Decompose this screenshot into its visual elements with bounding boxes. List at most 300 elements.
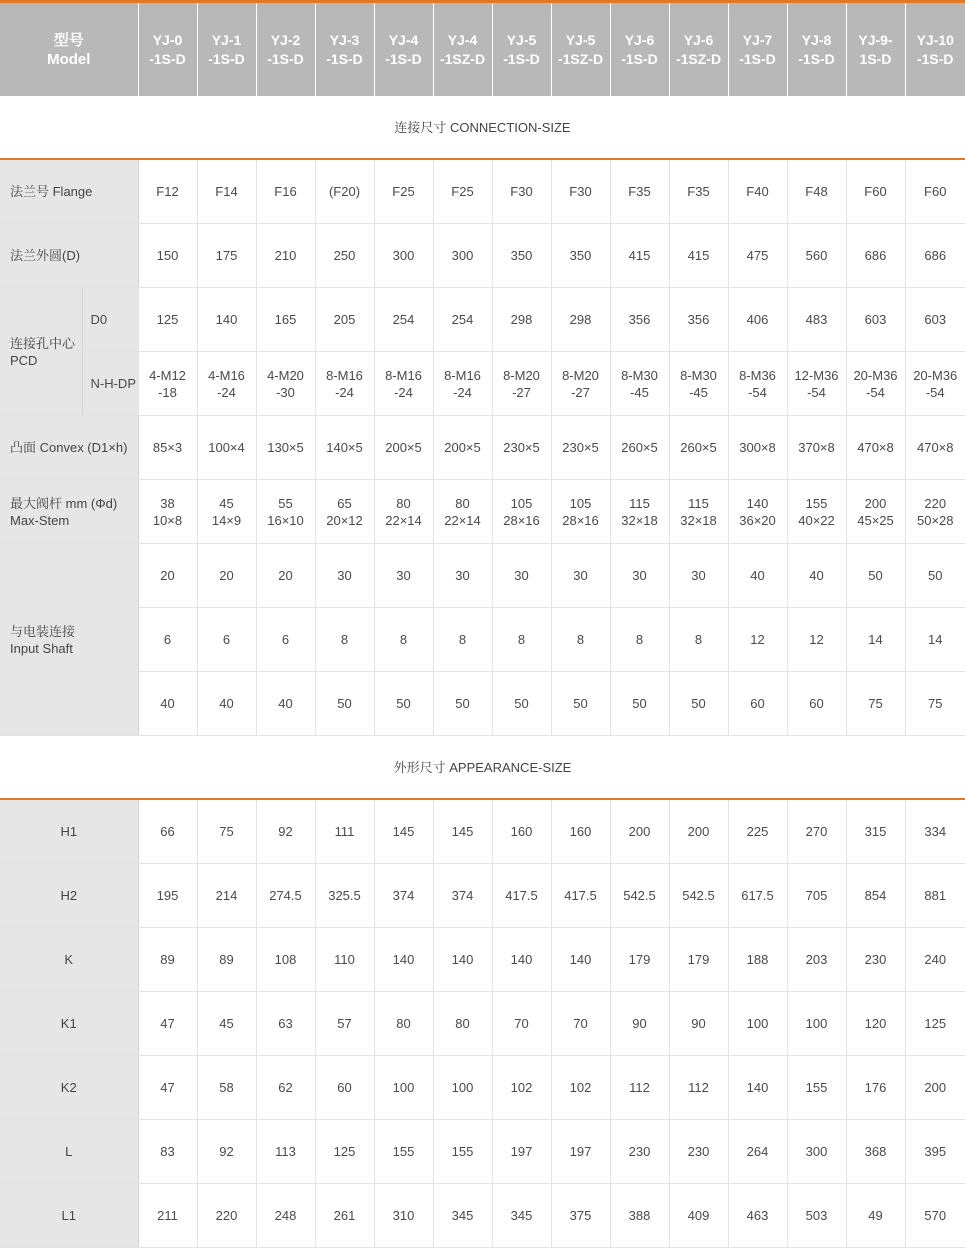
convex-value-text: 370×8	[788, 439, 846, 456]
appearance-h2-value-text: 617.5	[729, 887, 787, 904]
model-column-header	[846, 2, 905, 97]
model-column-header	[374, 2, 433, 97]
appearance-k1-value	[433, 992, 492, 1056]
appearance-k1-value	[315, 992, 374, 1056]
d0-value	[315, 288, 374, 352]
model-label-en: Model	[0, 50, 138, 69]
flange-label-text: 法兰号 Flange	[10, 183, 138, 200]
input-shaft-label	[0, 544, 138, 736]
input-shaft-value	[610, 608, 669, 672]
max-stem-value-text: 45×25	[847, 512, 905, 529]
appearance-h2-value-text: 325.5	[316, 887, 374, 904]
appearance-l1-value-text: 503	[788, 1207, 846, 1224]
appearance-k-value	[728, 928, 787, 992]
appearance-l1-value-text: 49	[847, 1207, 905, 1224]
flange-diameter-value	[433, 224, 492, 288]
flange-value-text: F16	[257, 183, 315, 200]
appearance-k1-row	[0, 992, 965, 1056]
appearance-h2-value	[256, 864, 315, 928]
appearance-h2-value-text: 274.5	[257, 887, 315, 904]
appearance-h1-value	[669, 799, 728, 864]
appearance-l1-value	[846, 1184, 905, 1248]
appearance-l1-value	[315, 1184, 374, 1248]
appearance-l1-value-text: 310	[375, 1207, 433, 1224]
input-shaft-value	[669, 608, 728, 672]
flange-value-text: F60	[847, 183, 905, 200]
d0-value	[610, 288, 669, 352]
appearance-k1-value	[374, 992, 433, 1056]
appearance-h1-value	[138, 799, 197, 864]
d0-value	[256, 288, 315, 352]
nhdp-value-text: -27	[493, 384, 551, 401]
nhdp-value-text: -27	[552, 384, 610, 401]
appearance-h1-label-text: H1	[0, 823, 138, 840]
input-shaft-value	[197, 672, 256, 736]
appearance-k2-value	[787, 1056, 846, 1120]
model-suffix: -1SZ-D	[670, 50, 728, 69]
d0-value-text: 254	[375, 311, 433, 328]
nhdp-value-text: 8-M20	[493, 367, 551, 384]
model-suffix: -1S-D	[198, 50, 256, 69]
input-shaft-value-text: 30	[375, 567, 433, 584]
max-stem-value-text: 65	[316, 495, 374, 512]
appearance-h1-value-text: 334	[906, 823, 965, 840]
flange-diameter-value-text: 350	[493, 247, 551, 264]
appearance-k2-value	[669, 1056, 728, 1120]
appearance-h1-value-text: 225	[729, 823, 787, 840]
appearance-h2-value	[669, 864, 728, 928]
appearance-k-value	[256, 928, 315, 992]
nhdp-value	[669, 352, 728, 416]
appearance-h1-label	[0, 799, 138, 864]
input-shaft-value-text: 40	[729, 567, 787, 584]
model-name: YJ-0	[139, 31, 197, 50]
appearance-k2-value	[846, 1056, 905, 1120]
max-stem-value	[315, 480, 374, 544]
appearance-k2-value	[551, 1056, 610, 1120]
nhdp-value-text: -54	[847, 384, 905, 401]
nhdp-value	[551, 352, 610, 416]
convex-value-text: 100×4	[198, 439, 256, 456]
appearance-k2-value-text: 100	[375, 1079, 433, 1096]
flange-value	[492, 159, 551, 224]
max-stem-value-text: 20×12	[316, 512, 374, 529]
d0-value-text: 298	[552, 311, 610, 328]
nhdp-value-text: 20-M36	[847, 367, 905, 384]
appearance-l1-value-text: 388	[611, 1207, 669, 1224]
appearance-l1-value-text: 570	[906, 1207, 965, 1224]
d0-value-text: 603	[847, 311, 905, 328]
appearance-k2-value	[905, 1056, 965, 1120]
input-shaft-value-text: 8	[434, 631, 492, 648]
appearance-k2-value	[728, 1056, 787, 1120]
flange-diameter-value-text: 475	[729, 247, 787, 264]
input-shaft-value-text: 6	[198, 631, 256, 648]
nhdp-value	[610, 352, 669, 416]
appearance-k1-value	[610, 992, 669, 1056]
convex-value	[315, 416, 374, 480]
appearance-k2-row	[0, 1056, 965, 1120]
flange-value-text: F25	[375, 183, 433, 200]
appearance-l-value-text: 230	[670, 1143, 728, 1160]
input-shaft-value-text: 12	[729, 631, 787, 648]
input-shaft-label-en: Input Shaft	[10, 640, 138, 657]
appearance-l1-value	[433, 1184, 492, 1248]
input-shaft-value-text: 20	[139, 567, 197, 584]
flange-value-text: F25	[434, 183, 492, 200]
appearance-k1-value-text: 47	[139, 1015, 197, 1032]
flange-diameter-value-text: 350	[552, 247, 610, 264]
convex-value	[846, 416, 905, 480]
nhdp-value	[315, 352, 374, 416]
convex-value-text: 200×5	[434, 439, 492, 456]
d0-value	[492, 288, 551, 352]
input-shaft-value-text: 50	[670, 695, 728, 712]
appearance-h1-value	[787, 799, 846, 864]
input-shaft-value-text: 50	[906, 567, 965, 584]
appearance-h1-value-text: 92	[257, 823, 315, 840]
appearance-k2-value	[433, 1056, 492, 1120]
max-stem-value-text: 45	[198, 495, 256, 512]
model-suffix: -1S-D	[788, 50, 846, 69]
d0-value-text: 140	[198, 311, 256, 328]
input-shaft-value	[256, 608, 315, 672]
input-shaft-value	[492, 672, 551, 736]
input-shaft-row	[0, 608, 965, 672]
nhdp-value-text: -45	[611, 384, 669, 401]
appearance-k2-value	[315, 1056, 374, 1120]
appearance-k1-label	[0, 992, 138, 1056]
appearance-k2-value-text: 47	[139, 1079, 197, 1096]
appearance-h2-label	[0, 864, 138, 928]
input-shaft-value-text: 50	[847, 567, 905, 584]
max-stem-value	[374, 480, 433, 544]
flange-value	[905, 159, 965, 224]
max-stem-value-text: 105	[552, 495, 610, 512]
convex-value	[492, 416, 551, 480]
input-shaft-value	[374, 544, 433, 608]
appearance-l-value	[551, 1120, 610, 1184]
flange-value-text: F35	[670, 183, 728, 200]
appearance-k1-value-text: 70	[493, 1015, 551, 1032]
appearance-h2-value	[374, 864, 433, 928]
nhdp-value-text: 8-M30	[611, 367, 669, 384]
appearance-h1-value	[846, 799, 905, 864]
appearance-h1-value-text: 200	[611, 823, 669, 840]
input-shaft-value	[374, 672, 433, 736]
input-shaft-value	[492, 608, 551, 672]
input-shaft-value	[846, 608, 905, 672]
max-stem-value	[492, 480, 551, 544]
appearance-l-value-text: 395	[906, 1143, 965, 1160]
appearance-l-value	[256, 1120, 315, 1184]
input-shaft-value-text: 75	[847, 695, 905, 712]
convex-value	[197, 416, 256, 480]
nhdp-value-text: 4-M16	[198, 367, 256, 384]
appearance-h1-value	[551, 799, 610, 864]
appearance-k2-value-text: 58	[198, 1079, 256, 1096]
d0-value-text: 356	[611, 311, 669, 328]
flange-value	[197, 159, 256, 224]
model-name: YJ-6	[670, 31, 728, 50]
appearance-k1-value	[669, 992, 728, 1056]
appearance-h1-value-text: 160	[552, 823, 610, 840]
max-stem-value-text: 50×28	[906, 512, 965, 529]
appearance-h1-value-text: 145	[375, 823, 433, 840]
input-shaft-value-text: 8	[375, 631, 433, 648]
model-name: YJ-4	[434, 31, 492, 50]
appearance-h1-value-text: 315	[847, 823, 905, 840]
input-shaft-value	[315, 672, 374, 736]
appearance-h1-value-text: 66	[139, 823, 197, 840]
appearance-k-value	[492, 928, 551, 992]
nhdp-value	[197, 352, 256, 416]
input-shaft-value	[787, 608, 846, 672]
max-stem-value-text: 22×14	[434, 512, 492, 529]
flange-diameter-value	[492, 224, 551, 288]
appearance-h1-value	[492, 799, 551, 864]
max-stem-value	[256, 480, 315, 544]
convex-value-text: 230×5	[552, 439, 610, 456]
flange-diameter-value-text: 415	[611, 247, 669, 264]
input-shaft-value-text: 50	[316, 695, 374, 712]
input-shaft-value	[374, 608, 433, 672]
convex-value-text: 470×8	[906, 439, 965, 456]
appearance-l-value	[669, 1120, 728, 1184]
max-stem-value	[728, 480, 787, 544]
appearance-l1-value	[492, 1184, 551, 1248]
flange-value	[669, 159, 728, 224]
convex-value	[728, 416, 787, 480]
appearance-l-value-text: 125	[316, 1143, 374, 1160]
appearance-k1-value-text: 100	[729, 1015, 787, 1032]
input-shaft-value-text: 30	[434, 567, 492, 584]
max-stem-label-cn: 最大阀杆 mm (Φd)	[10, 495, 138, 512]
d0-value	[433, 288, 492, 352]
input-shaft-value	[551, 672, 610, 736]
input-shaft-value	[669, 672, 728, 736]
model-name: YJ-6	[611, 31, 669, 50]
input-shaft-value-text: 60	[788, 695, 846, 712]
appearance-l1-value-text: 345	[493, 1207, 551, 1224]
nhdp-value-text: 8-M20	[552, 367, 610, 384]
appearance-h1-value	[728, 799, 787, 864]
appearance-h2-value-text: 417.5	[552, 887, 610, 904]
input-shaft-value	[433, 672, 492, 736]
nhdp-value-text: 12-M36	[788, 367, 846, 384]
appearance-k2-value	[256, 1056, 315, 1120]
flange-row	[0, 159, 965, 224]
d0-value	[138, 288, 197, 352]
convex-value	[256, 416, 315, 480]
max-stem-value-text: 140	[729, 495, 787, 512]
input-shaft-value	[905, 608, 965, 672]
flange-diameter-value	[197, 224, 256, 288]
max-stem-value-text: 16×10	[257, 512, 315, 529]
appearance-h2-value-text: 417.5	[493, 887, 551, 904]
model-suffix: -1S-D	[375, 50, 433, 69]
model-column-header	[669, 2, 728, 97]
nhdp-value-text: -24	[316, 384, 374, 401]
flange-value	[256, 159, 315, 224]
convex-value-text: 85×3	[139, 439, 197, 456]
input-shaft-value-text: 40	[257, 695, 315, 712]
flange-value-text: F30	[493, 183, 551, 200]
nhdp-value-text: 8-M16	[375, 367, 433, 384]
appearance-h2-value-text: 542.5	[670, 887, 728, 904]
input-shaft-value-text: 40	[139, 695, 197, 712]
appearance-k-value	[315, 928, 374, 992]
flange-diameter-label-text: 法兰外圆(D)	[10, 247, 138, 264]
input-shaft-value	[256, 544, 315, 608]
model-suffix: -1S-D	[906, 50, 965, 69]
d0-value-text: 298	[493, 311, 551, 328]
appearance-h2-value-text: 542.5	[611, 887, 669, 904]
appearance-k-value-text: 140	[434, 951, 492, 968]
flange-value	[433, 159, 492, 224]
max-stem-value	[905, 480, 965, 544]
flange-diameter-value-text: 415	[670, 247, 728, 264]
flange-diameter-label	[0, 224, 138, 288]
appearance-k-value	[197, 928, 256, 992]
flange-value-text: F40	[729, 183, 787, 200]
appearance-k1-value-text: 70	[552, 1015, 610, 1032]
appearance-k-value-text: 89	[139, 951, 197, 968]
appearance-k-value	[846, 928, 905, 992]
model-header	[0, 2, 138, 97]
max-stem-label-en: Max-Stem	[10, 512, 138, 529]
flange-label	[0, 159, 138, 224]
appearance-l-value	[610, 1120, 669, 1184]
input-shaft-value	[846, 672, 905, 736]
input-shaft-value-text: 8	[611, 631, 669, 648]
appearance-l-value	[846, 1120, 905, 1184]
convex-label	[0, 416, 138, 480]
model-column-header	[197, 2, 256, 97]
flange-value	[846, 159, 905, 224]
model-name: YJ-3	[316, 31, 374, 50]
appearance-k-value-text: 203	[788, 951, 846, 968]
appearance-k-label	[0, 928, 138, 992]
appearance-k-value	[905, 928, 965, 992]
appearance-h1-value	[610, 799, 669, 864]
appearance-h1-value-text: 200	[670, 823, 728, 840]
max-stem-value-text: 36×20	[729, 512, 787, 529]
pcd-d0-row	[0, 288, 965, 352]
nhdp-value-text: -24	[198, 384, 256, 401]
appearance-k2-value-text: 140	[729, 1079, 787, 1096]
input-shaft-value-text: 40	[198, 695, 256, 712]
flange-value-text: F35	[611, 183, 669, 200]
model-name: YJ-4	[375, 31, 433, 50]
d0-value	[374, 288, 433, 352]
appearance-h1-value-text: 160	[493, 823, 551, 840]
flange-value	[728, 159, 787, 224]
flange-value-text: F30	[552, 183, 610, 200]
flange-diameter-value	[256, 224, 315, 288]
d0-value-text: 356	[670, 311, 728, 328]
appearance-l1-value	[669, 1184, 728, 1248]
appearance-h2-value	[315, 864, 374, 928]
input-shaft-value-text: 12	[788, 631, 846, 648]
appearance-h2-value	[846, 864, 905, 928]
input-shaft-value	[787, 672, 846, 736]
input-shaft-value-text: 30	[670, 567, 728, 584]
convex-value	[551, 416, 610, 480]
nhdp-value	[256, 352, 315, 416]
d0-value-text: 483	[788, 311, 846, 328]
input-shaft-row	[0, 672, 965, 736]
appearance-h2-value	[787, 864, 846, 928]
appearance-k1-value	[905, 992, 965, 1056]
max-stem-label	[0, 480, 138, 544]
appearance-k-value	[787, 928, 846, 992]
model-label-cn: 型号	[0, 31, 138, 50]
max-stem-row	[0, 480, 965, 544]
max-stem-value-text: 155	[788, 495, 846, 512]
flange-value-text: (F20)	[316, 183, 374, 200]
appearance-h2-value	[905, 864, 965, 928]
appearance-l1-value	[197, 1184, 256, 1248]
input-shaft-value	[669, 544, 728, 608]
max-stem-value-text: 55	[257, 495, 315, 512]
appearance-l-value	[492, 1120, 551, 1184]
appearance-k1-value	[138, 992, 197, 1056]
input-shaft-value-text: 8	[552, 631, 610, 648]
nhdp-value-text: -30	[257, 384, 315, 401]
flange-value	[138, 159, 197, 224]
max-stem-value-text: 40×22	[788, 512, 846, 529]
flange-diameter-value-text: 560	[788, 247, 846, 264]
appearance-l1-value	[787, 1184, 846, 1248]
appearance-h2-label-text: H2	[0, 887, 138, 904]
max-stem-value-text: 200	[847, 495, 905, 512]
convex-value-text: 200×5	[375, 439, 433, 456]
flange-diameter-value-text: 250	[316, 247, 374, 264]
appearance-k-value-text: 240	[906, 951, 965, 968]
pcd-label-cn: 连接孔中心	[10, 335, 82, 352]
input-shaft-value	[728, 608, 787, 672]
nhdp-value-text: -54	[788, 384, 846, 401]
d0-value	[846, 288, 905, 352]
model-column-header	[610, 2, 669, 97]
nhdp-value-text: -24	[434, 384, 492, 401]
flange-diameter-value	[728, 224, 787, 288]
input-shaft-value	[551, 608, 610, 672]
appearance-l-value	[433, 1120, 492, 1184]
appearance-l-value-text: 155	[434, 1143, 492, 1160]
input-shaft-value	[728, 544, 787, 608]
nhdp-value-text: 8-M30	[670, 367, 728, 384]
flange-value	[374, 159, 433, 224]
appearance-l-value-text: 368	[847, 1143, 905, 1160]
input-shaft-value	[315, 608, 374, 672]
appearance-l-value-text: 197	[493, 1143, 551, 1160]
flange-diameter-value-text: 686	[847, 247, 905, 264]
input-shaft-value	[610, 544, 669, 608]
flange-value-text: F48	[788, 183, 846, 200]
appearance-k2-value-text: 112	[670, 1079, 728, 1096]
input-shaft-value	[610, 672, 669, 736]
appearance-k-value	[433, 928, 492, 992]
nhdp-value-text: -54	[729, 384, 787, 401]
model-column-header	[728, 2, 787, 97]
appearance-k-value	[669, 928, 728, 992]
input-shaft-value-text: 30	[611, 567, 669, 584]
nhdp-value-text: 8-M36	[729, 367, 787, 384]
input-shaft-value	[197, 544, 256, 608]
appearance-k1-value	[551, 992, 610, 1056]
